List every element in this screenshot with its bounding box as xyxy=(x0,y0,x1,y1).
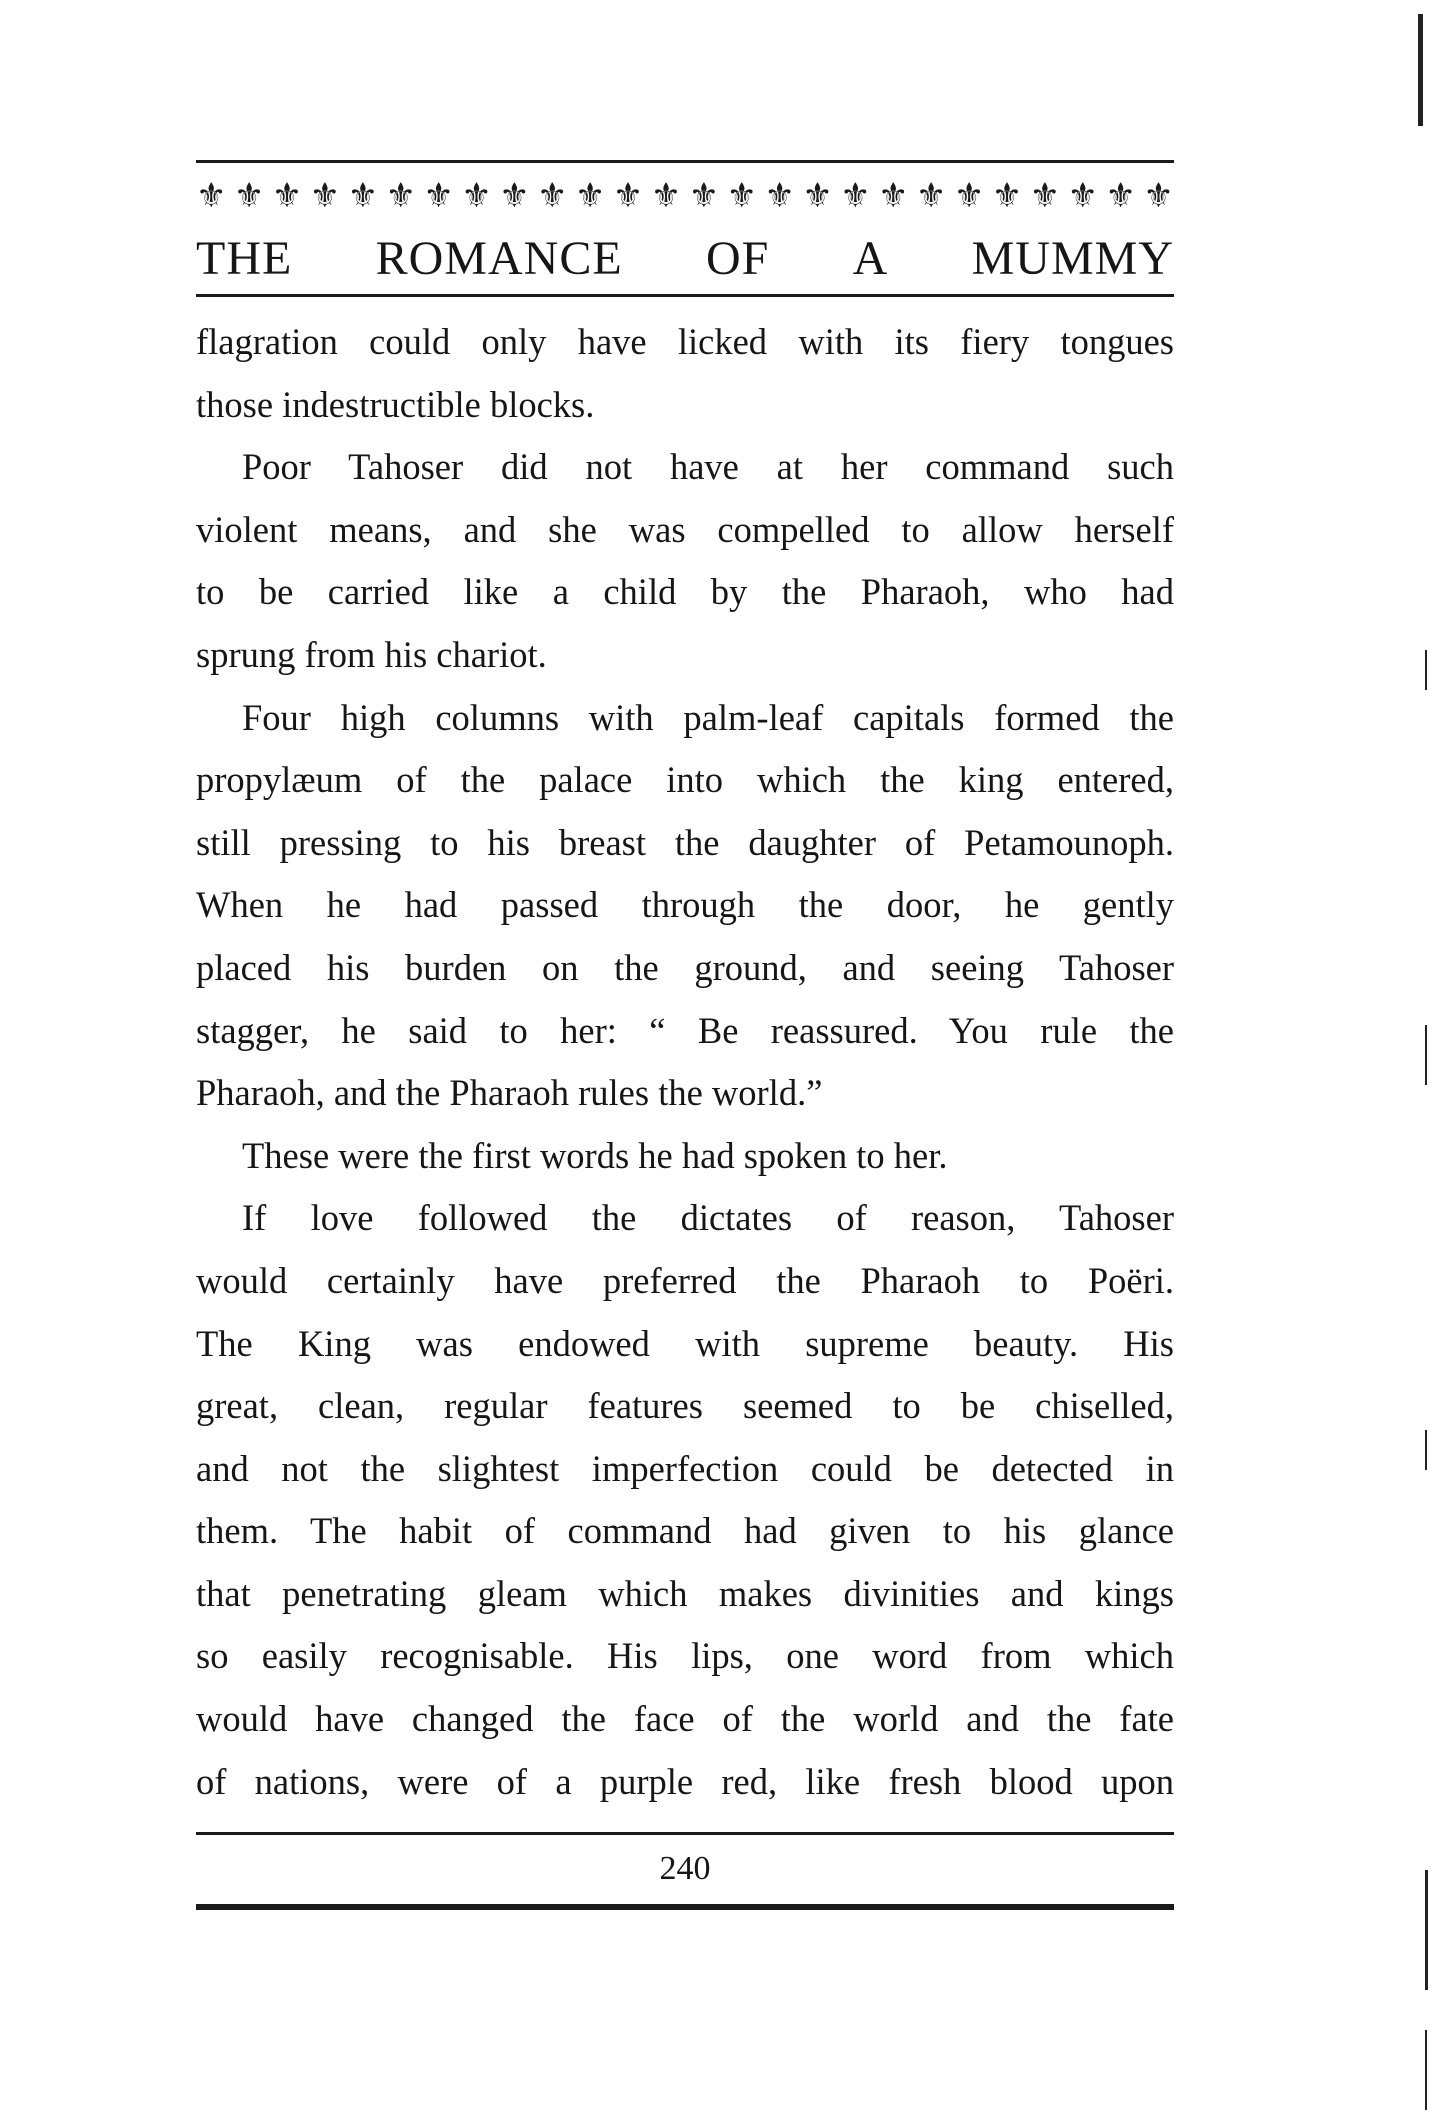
fleur-de-lis-icon: ⚜ xyxy=(461,176,492,216)
running-head-word: ROMANCE xyxy=(375,232,623,285)
scan-edge-mark xyxy=(1425,650,1427,690)
fleur-de-lis-icon: ⚜ xyxy=(991,176,1023,216)
fleur-de-lis-icon: ⚜ xyxy=(309,176,341,216)
body-text xyxy=(196,311,1174,1813)
header-bottom-rule xyxy=(196,294,1174,297)
fleur-de-lis-icon: ⚜ xyxy=(878,176,909,216)
running-head-word: A xyxy=(852,232,889,285)
fleur-de-lis-icon: ⚜ xyxy=(499,176,530,216)
footer-bottom-rule xyxy=(196,1904,1174,1910)
running-head-word: THE xyxy=(196,232,293,285)
text-line: so easily recognisable. His lips, one word from which xyxy=(196,1635,1174,1677)
fleur-de-lis-ornament-band xyxy=(196,168,1174,224)
text-line: Four high columns with palm-leaf capitals formed the xyxy=(242,696,1174,738)
text-line: stagger, he said to her: “ Be reassured. You rule the xyxy=(196,1009,1174,1051)
page-number: 240 xyxy=(659,1850,711,1887)
text-line: propylæum of the palace into which the king entered, xyxy=(196,759,1174,801)
running-head-title xyxy=(196,226,1174,292)
text-line: The King was endowed with supreme beauty. His xyxy=(196,1322,1174,1364)
fleur-de-lis-icon: ⚜ xyxy=(271,176,303,216)
fleur-de-lis-icon: ⚜ xyxy=(385,176,416,216)
text-line: These were the first words he had spoken to her. xyxy=(242,1134,948,1176)
running-head-word: OF xyxy=(705,232,770,285)
text-line: Poor Tahoser did not have at her command such xyxy=(242,446,1174,488)
fleur-de-lis-icon: ⚜ xyxy=(688,176,720,216)
fleur-de-lis-icon: ⚜ xyxy=(764,176,795,216)
header-top-rule xyxy=(196,160,1174,163)
fleur-de-lis-icon: ⚜ xyxy=(953,176,985,216)
text-line: violent means, and she was compelled to allow herself xyxy=(196,508,1174,550)
text-line: those indestructible blocks. xyxy=(196,383,595,425)
scan-edge-mark xyxy=(1425,1430,1427,1470)
text-line: sprung from his chariot. xyxy=(196,633,547,675)
text-line: to be carried like a child by the Pharaoh, who had xyxy=(196,571,1174,613)
fleur-de-lis-icon: ⚜ xyxy=(233,176,265,216)
scan-edge-mark xyxy=(1418,14,1423,126)
fleur-de-lis-icon: ⚜ xyxy=(574,176,606,216)
fleur-de-lis-icon: ⚜ xyxy=(1067,176,1098,216)
fleur-de-lis-icon: ⚜ xyxy=(1105,176,1136,216)
fleur-de-lis-icon: ⚜ xyxy=(1143,176,1174,216)
text-line: still pressing to his breast the daughter of Petamounoph. xyxy=(196,821,1174,863)
fleur-de-lis-icon: ⚜ xyxy=(423,176,454,216)
fleur-de-lis-icon: ⚜ xyxy=(1029,176,1061,216)
footer-top-rule xyxy=(196,1832,1174,1835)
fleur-de-lis-icon: ⚜ xyxy=(347,176,379,216)
fleur-de-lis-icon: ⚜ xyxy=(650,176,682,216)
text-line: and not the slightest imperfection could be detected in xyxy=(196,1447,1174,1489)
text-line: flagration could only have licked with its fiery tongues xyxy=(196,321,1174,362)
fleur-de-lis-icon: ⚜ xyxy=(840,176,871,216)
fleur-de-lis-icon: ⚜ xyxy=(537,176,568,216)
fleur-de-lis-icon: ⚜ xyxy=(612,176,644,216)
text-line: Pharaoh, and the Pharaoh rules the world.” xyxy=(196,1072,823,1114)
text-line: If love followed the dictates of reason, Tahoser xyxy=(242,1197,1174,1239)
text-line: would certainly have preferred the Pharaoh to Poëri. xyxy=(196,1259,1174,1301)
fleur-de-lis-icon: ⚜ xyxy=(726,176,757,216)
scan-edge-mark xyxy=(1425,1025,1427,1085)
fleur-de-lis-icon: ⚜ xyxy=(802,176,833,216)
text-line: them. The habit of command had given to his glance xyxy=(196,1510,1174,1552)
text-line: would have changed the face of the world and the fate xyxy=(196,1698,1174,1740)
text-line: of nations, were of a purple red, like fresh blood upon xyxy=(196,1760,1174,1802)
scan-edge-mark xyxy=(1425,1870,1428,1990)
scan-edge-mark xyxy=(1425,2030,1427,2110)
text-line: that penetrating gleam which makes divinities and kings xyxy=(196,1572,1174,1614)
fleur-de-lis-icon: ⚜ xyxy=(915,176,947,216)
text-line: When he had passed through the door, he gently xyxy=(196,884,1174,926)
running-head-word: MUMMY xyxy=(971,232,1174,285)
text-line: great, clean, regular features seemed to be chiselled, xyxy=(196,1385,1174,1427)
fleur-de-lis-icon: ⚜ xyxy=(196,176,227,216)
text-line: placed his burden on the ground, and seeing Tahoser xyxy=(196,946,1174,988)
